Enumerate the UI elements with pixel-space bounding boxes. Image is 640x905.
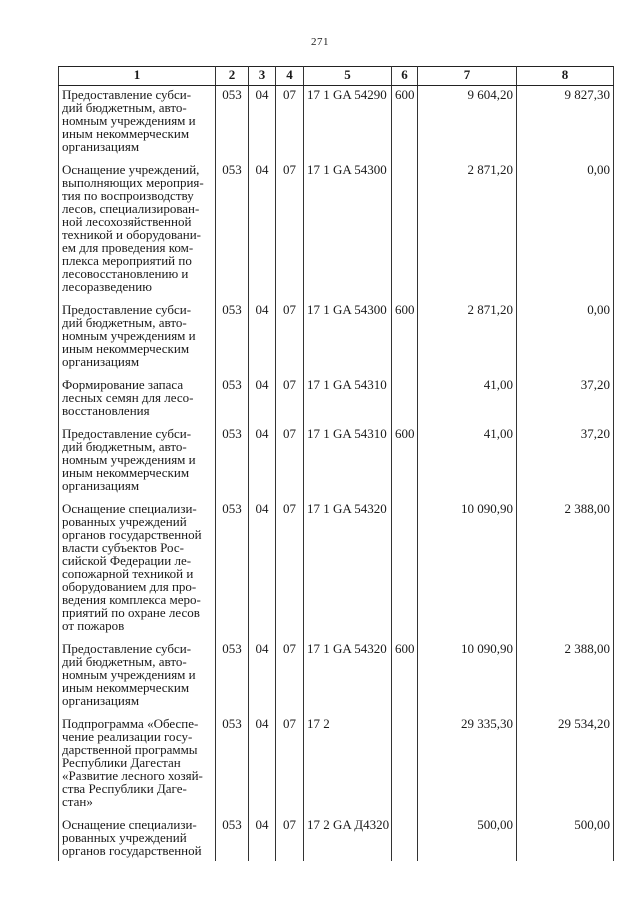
section-code: 04 (249, 711, 276, 812)
section-code: 04 (249, 372, 276, 421)
row-name-line: сопожарной техникой и (62, 566, 194, 581)
row-name (59, 421, 216, 496)
row-name-line: сийской Федерации ле- (62, 553, 192, 568)
expense-type-code (392, 157, 418, 297)
table-header-row (59, 67, 614, 86)
budget-table (58, 66, 614, 861)
column-header: 1 (59, 67, 216, 86)
table-row (59, 636, 614, 711)
section-code: 04 (249, 421, 276, 496)
column-header: 5 (304, 67, 392, 86)
row-name-line: рованных учреждений (62, 514, 187, 529)
ministry-code: 053 (216, 86, 249, 158)
row-name-line: номным учреждениям и (62, 113, 196, 128)
expense-type-code: 600 (392, 297, 418, 372)
section-code: 04 (249, 297, 276, 372)
row-name-line: дий бюджетным, авто- (62, 439, 187, 454)
amount-col8: 9 827,30 (517, 86, 614, 158)
row-name-line: выполняющих мероприя- (62, 175, 204, 190)
table-row (59, 812, 614, 861)
amount-col7: 9 604,20 (418, 86, 517, 158)
subsection-code: 07 (276, 86, 304, 158)
row-name-line: иным некоммерческим (62, 126, 190, 141)
ministry-code: 053 (216, 372, 249, 421)
table-row (59, 421, 614, 496)
row-name-line: организациям (62, 693, 140, 708)
amount-col8: 2 388,00 (517, 496, 614, 636)
row-name-line: номным учреждениям и (62, 328, 196, 343)
row-name-line: лесовосстановлению и (62, 266, 189, 281)
table-row (59, 86, 614, 158)
row-name-line: Оснащение специализи- (62, 501, 197, 516)
subsection-code: 07 (276, 297, 304, 372)
section-code: 04 (249, 496, 276, 636)
expense-type-code (392, 372, 418, 421)
row-name-line: организациям (62, 478, 140, 493)
subsection-code: 07 (276, 711, 304, 812)
row-name (59, 86, 216, 158)
amount-col8: 37,20 (517, 421, 614, 496)
row-name-line: Подпрограмма «Обеспе- (62, 716, 199, 731)
target-article-code: 17 1 GA 54320 (304, 636, 392, 711)
ministry-code: 053 (216, 297, 249, 372)
row-name-line: ства Республики Даге- (62, 781, 187, 796)
amount-col7: 2 871,20 (418, 297, 517, 372)
row-name-line: ной лесохозяйственной (62, 214, 192, 229)
expense-type-code: 600 (392, 636, 418, 711)
row-name-line: дий бюджетным, авто- (62, 315, 187, 330)
expense-type-code (392, 812, 418, 861)
row-name-line: Предоставление субси- (62, 426, 192, 441)
column-header: 7 (418, 67, 517, 86)
section-code: 04 (249, 812, 276, 861)
column-header: 6 (392, 67, 418, 86)
target-article-code: 17 1 GA 54310 (304, 421, 392, 496)
row-name-line: Предоставление субси- (62, 641, 192, 656)
subsection-code: 07 (276, 812, 304, 861)
subsection-code: 07 (276, 636, 304, 711)
row-name-line: органов государственной (62, 527, 202, 542)
ministry-code: 053 (216, 496, 249, 636)
target-article-code: 17 1 GA 54310 (304, 372, 392, 421)
row-name-line: техникой и оборудовани- (62, 227, 201, 242)
amount-col7: 10 090,90 (418, 636, 517, 711)
row-name-line: власти субъектов Рос- (62, 540, 184, 555)
row-name (59, 157, 216, 297)
section-code: 04 (249, 636, 276, 711)
table-row (59, 157, 614, 297)
row-name-line: Республики Дагестан (62, 755, 181, 770)
column-header: 3 (249, 67, 276, 86)
table-row (59, 496, 614, 636)
expense-type-code: 600 (392, 86, 418, 158)
row-name-line: восстановления (62, 403, 150, 418)
row-name-line: приятий по охране лесов (62, 605, 200, 620)
row-name-line: от пожаров (62, 618, 125, 633)
row-name (59, 636, 216, 711)
row-name (59, 711, 216, 812)
row-name-line: Предоставление субси- (62, 87, 192, 102)
amount-col7: 2 871,20 (418, 157, 517, 297)
page-number: 271 (311, 36, 329, 48)
expense-type-code: 600 (392, 421, 418, 496)
row-name-line: дарственной программы (62, 742, 198, 757)
column-header: 8 (517, 67, 614, 86)
row-name-line: «Развитие лесного хозяй- (62, 768, 203, 783)
amount-col8: 2 388,00 (517, 636, 614, 711)
row-name-line: дий бюджетным, авто- (62, 100, 187, 115)
target-article-code: 17 1 GA 54320 (304, 496, 392, 636)
table-row (59, 711, 614, 812)
row-name (59, 297, 216, 372)
ministry-code: 053 (216, 157, 249, 297)
row-name-line: дий бюджетным, авто- (62, 654, 187, 669)
amount-col7: 500,00 (418, 812, 517, 861)
row-name-line: тия по воспроизводству (62, 188, 194, 203)
row-name (59, 496, 216, 636)
amount-col7: 29 335,30 (418, 711, 517, 812)
row-name-line: плекса мероприятий по (62, 253, 192, 268)
row-name-line: лесоразведению (62, 279, 152, 294)
row-name-line: чение реализации госу- (62, 729, 193, 744)
row-name-line: Оснащение учреждений, (62, 162, 200, 177)
row-name-line: стан» (62, 794, 93, 809)
row-name-line: органов государственной (62, 843, 202, 858)
amount-col7: 41,00 (418, 421, 517, 496)
column-header: 4 (276, 67, 304, 86)
row-name-line: ведения комплекса меро- (62, 592, 201, 607)
amount-col8: 37,20 (517, 372, 614, 421)
row-name-line: лесных семян для лесо- (62, 390, 194, 405)
row-name-line: Предоставление субси- (62, 302, 192, 317)
section-code: 04 (249, 157, 276, 297)
row-name-line: ем для проведения ком- (62, 240, 194, 255)
subsection-code: 07 (276, 372, 304, 421)
ministry-code: 053 (216, 812, 249, 861)
subsection-code: 07 (276, 496, 304, 636)
amount-col8: 500,00 (517, 812, 614, 861)
ministry-code: 053 (216, 711, 249, 812)
row-name-line: Оснащение специализи- (62, 817, 197, 832)
row-name (59, 372, 216, 421)
target-article-code: 17 2 (304, 711, 392, 812)
table-row (59, 372, 614, 421)
row-name-line: оборудованием для про- (62, 579, 197, 594)
ministry-code: 053 (216, 421, 249, 496)
amount-col7: 10 090,90 (418, 496, 517, 636)
row-name-line: рованных учреждений (62, 830, 187, 845)
target-article-code: 17 2 GA Д4320 (304, 812, 392, 861)
amount-col8: 29 534,20 (517, 711, 614, 812)
amount-col8: 0,00 (517, 297, 614, 372)
column-header: 2 (216, 67, 249, 86)
row-name (59, 812, 216, 861)
subsection-code: 07 (276, 157, 304, 297)
row-name-line: лесов, специализирован- (62, 201, 200, 216)
row-name-line: иным некоммерческим (62, 341, 190, 356)
amount-col7: 41,00 (418, 372, 517, 421)
subsection-code: 07 (276, 421, 304, 496)
row-name-line: иным некоммерческим (62, 680, 190, 695)
target-article-code: 17 1 GA 54300 (304, 157, 392, 297)
row-name-line: номным учреждениям и (62, 667, 196, 682)
section-code: 04 (249, 86, 276, 158)
row-name-line: организациям (62, 139, 140, 154)
row-name-line: организациям (62, 354, 140, 369)
expense-type-code (392, 496, 418, 636)
amount-col8: 0,00 (517, 157, 614, 297)
table-row (59, 297, 614, 372)
target-article-code: 17 1 GA 54290 (304, 86, 392, 158)
expense-type-code (392, 711, 418, 812)
row-name-line: иным некоммерческим (62, 465, 190, 480)
ministry-code: 053 (216, 636, 249, 711)
row-name-line: номным учреждениям и (62, 452, 196, 467)
row-name-line: Формирование запаса (62, 377, 184, 392)
target-article-code: 17 1 GA 54300 (304, 297, 392, 372)
